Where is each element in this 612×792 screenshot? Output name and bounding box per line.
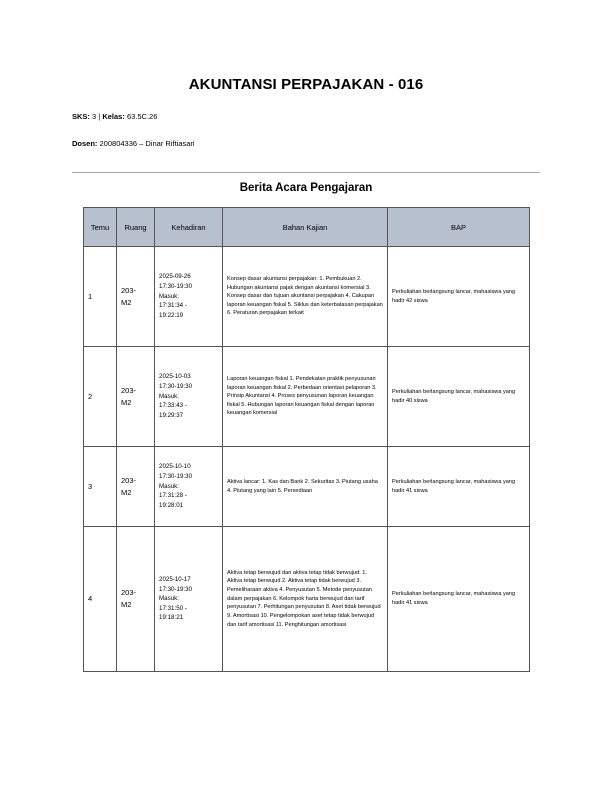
masuk-label: Masuk:	[159, 292, 179, 300]
table-row	[84, 347, 530, 447]
ruang-room: M2	[121, 487, 132, 497]
bap-cell: Perkuliahan berlangsung lancar, mahasiswa yang hadir 40 siswa	[388, 347, 530, 447]
masuk-label: Masuk:	[159, 482, 179, 490]
column-header-bahan-kajian: Bahan Kajian	[223, 208, 388, 247]
temu-cell: 1	[84, 247, 117, 347]
ruang-building: 203-	[121, 475, 137, 485]
bahan-kajian-cell: Laporan keuangan fiskal 1. Pendekatan praktik penyusunan laporan keuangan fiskal 2. Perbedaan orientasi pelaporan 3. Prinsip Akuntansi 4. Proses penyusunan laporan keuangan fiskal 5. Hubungan laporan keuangan fiskal dengan laporan keuangan komersial	[223, 347, 388, 447]
dosen-value: 200804336 – Dinar Riftiasari	[99, 139, 195, 148]
bap-cell: Perkuliahan berlangsung lancar, mahasiswa yang hadir 41 siswa	[388, 447, 530, 527]
temu-cell: 2	[84, 347, 117, 447]
column-header-bap: BAP	[388, 208, 530, 247]
dosen-label: Dosen:	[72, 139, 98, 148]
session-date: 2025-09-26	[159, 273, 191, 281]
masuk-start: 17:31:34 -	[159, 302, 187, 310]
ruang-cell	[117, 527, 155, 672]
bap-cell: Perkuliahan berlangsung lancar, mahasiswa yang hadir 42 siswa	[388, 247, 530, 347]
bahan-kajian-cell: Aktiva lancar: 1. Kas dan Bank 2. Sekuritas 3. Piutang usaha 4. Piutang yang lain 5. Persediaan	[223, 447, 388, 527]
section-title: Berita Acara Pengajaran	[239, 182, 373, 194]
table-row	[84, 447, 530, 527]
kehadiran-cell	[155, 247, 223, 347]
kehadiran-cell	[155, 447, 223, 527]
ruang-room: M2	[121, 600, 132, 609]
kelas-label: Kelas:	[102, 112, 125, 121]
column-header-kehadiran: Kehadiran	[155, 208, 223, 247]
masuk-end: 19:28:01	[159, 501, 184, 509]
ruang-room: M2	[121, 297, 132, 307]
kelas-value: 63.5C.26	[126, 112, 158, 121]
table-row	[84, 247, 530, 347]
lecturer-info-line	[72, 139, 195, 148]
session-time: 17:30-19:30	[159, 383, 193, 391]
column-header-temu: Temu	[84, 208, 117, 247]
column-header-ruang: Ruang	[117, 208, 155, 247]
masuk-end: 19:22:19	[159, 311, 184, 319]
ruang-cell	[117, 347, 155, 447]
page-title: AKUNTANSI PERPAJAKAN - 016	[188, 76, 424, 93]
masuk-end: 19:18:21	[159, 614, 184, 622]
ruang-cell	[117, 247, 155, 347]
session-date: 2025-10-10	[159, 463, 191, 471]
temu-cell: 4	[84, 527, 117, 672]
temu-cell: 3	[84, 447, 117, 527]
sks-value: 3	[92, 112, 97, 121]
sks-label: SKS:	[72, 112, 90, 121]
kehadiran-cell	[155, 527, 223, 672]
session-time: 17:30-19:30	[159, 585, 193, 593]
ruang-cell	[117, 447, 155, 527]
course-info-line	[72, 112, 157, 121]
bap-cell: Perkuliahan berlangsung lancar, mahasiswa yang hadir 41 siswa	[388, 527, 530, 672]
ruang-room: M2	[121, 397, 132, 407]
bahan-kajian-cell: Konsep dasar akuntansi perpajakan: 1. Pembukuan 2. Hubungan akuntansi pajak dengan akuntansi komersial 3. Konsep dasar dan tujuan akuntansi perpajakan 4. Cakupan laporan keuangan fiskal 5. Siklus dan keterbatasan perpajakan 6. Peraturan perpajakan terkait	[223, 247, 388, 347]
table-header-row	[84, 208, 530, 247]
masuk-start: 17:33:43 -	[159, 402, 187, 410]
divider	[72, 172, 540, 173]
ruang-building: 203-	[121, 285, 137, 295]
masuk-start: 17:31:50 -	[159, 604, 187, 612]
masuk-label: Masuk:	[159, 392, 179, 400]
separator: |	[98, 112, 101, 121]
kehadiran-cell	[155, 347, 223, 447]
ruang-building: 203-	[121, 385, 137, 395]
session-date: 2025-10-17	[159, 575, 191, 583]
bahan-kajian-cell: Aktiva tetap berwujud dan aktiva tetap tidak berwujud: 1. Aktiva tetap berwujud 2. Aktiva tetap tidak berwujud 3. Pemeliharaan aktiva 4. Penyusutan 5. Metode penyusutan dalam perpajakan 6. Kelompok harta berwujud dan tarif penyusutan 7. Perhitungan penyusutan 8. Aset tidak berwujud 9. Amortisasi 10. Pengelompokan aset tetap tidak berwujud dan tarif amortisasi 11. Penghitungan amortisasi	[223, 527, 388, 672]
masuk-end: 19:29:37	[159, 411, 184, 419]
teaching-report-table	[83, 207, 530, 672]
session-time: 17:30-19:30	[159, 473, 193, 481]
masuk-label: Masuk:	[159, 595, 179, 603]
ruang-building: 203-	[121, 588, 137, 598]
session-time: 17:30-19:30	[159, 283, 193, 291]
masuk-start: 17:31:28 -	[159, 492, 187, 500]
session-date: 2025-10-03	[159, 373, 191, 381]
table-row	[84, 527, 530, 672]
